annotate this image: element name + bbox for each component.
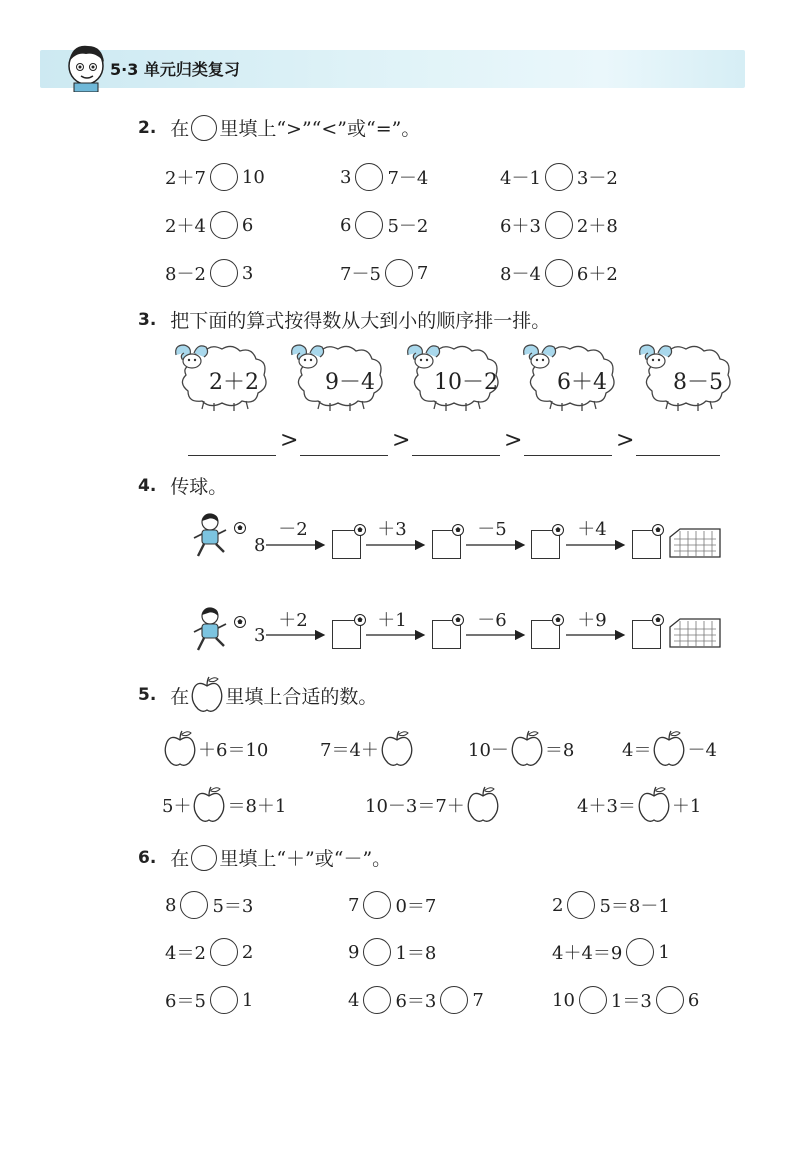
chain-operation: ＋2 (278, 610, 308, 631)
answer-circle[interactable] (567, 891, 595, 919)
q6-item: 2 5＝8－1 (552, 890, 670, 920)
chain-operation: －6 (477, 610, 507, 631)
answer-circle[interactable] (626, 938, 654, 966)
q2-item: 8－2 3 (165, 258, 253, 288)
circle-icon (191, 845, 217, 871)
q2-item: 2＋4 6 (165, 210, 253, 240)
answer-blank[interactable] (636, 455, 720, 456)
greater-than-sign: > (392, 428, 411, 453)
apple-answer-slot[interactable] (466, 786, 500, 824)
q6-item: 4 6＝3 7 (348, 985, 484, 1015)
q5-item: ＋6＝10 (162, 730, 268, 768)
goal-net-icon (668, 617, 724, 650)
answer-circle[interactable] (363, 986, 391, 1014)
apple-answer-slot[interactable] (192, 786, 226, 824)
greater-than-sign: > (504, 428, 523, 453)
q6-item: 9 1＝8 (348, 937, 436, 967)
answer-blank[interactable] (524, 455, 612, 456)
sheep-expression: 8－5 (673, 370, 723, 395)
answer-circle[interactable] (210, 259, 238, 287)
apple-icon (190, 676, 224, 714)
answer-circle[interactable] (355, 211, 383, 239)
q5-item: 10－ ＝8 (468, 730, 574, 768)
q6-title: 6. 在 里填上“＋”或“－”。 (138, 844, 391, 871)
q2-item: 6＋3 2＋8 (500, 210, 618, 240)
soccer-ball-icon (652, 524, 666, 538)
answer-blank[interactable] (188, 455, 276, 456)
answer-circle[interactable] (579, 986, 607, 1014)
arrow-icon (366, 539, 428, 551)
greater-than-sign: > (280, 428, 299, 453)
q6-item: 7 0＝7 (348, 890, 436, 920)
q2-item: 4－1 3－2 (500, 162, 618, 192)
apple-answer-slot[interactable] (510, 730, 544, 768)
chain-start-number: 3 (254, 625, 266, 646)
q4-title: 4. 传球。 (138, 475, 228, 498)
q2-number: 2. (138, 117, 157, 138)
q5-item: 7＝4＋ (320, 730, 415, 768)
player-icon (188, 606, 234, 656)
q6-item: 4＋4＝9 1 (552, 937, 670, 967)
sheep-expression: 9－4 (325, 370, 375, 395)
q6-item: 10 1＝3 6 (552, 985, 699, 1015)
arrow-icon (266, 629, 328, 641)
q5-item: 5＋ ＝8＋1 (162, 786, 286, 824)
arrow-icon (566, 629, 628, 641)
q5-item: 4＋3＝ ＋1 (577, 786, 701, 824)
answer-circle[interactable] (545, 259, 573, 287)
q6-item: 8 5＝3 (165, 890, 253, 920)
apple-answer-slot[interactable] (380, 730, 414, 768)
q5-item: 4＝ －4 (622, 730, 717, 768)
soccer-ball-icon (652, 614, 666, 628)
page-header-title: 5·3 单元归类复习 (110, 60, 240, 79)
apple-answer-slot[interactable] (652, 730, 686, 768)
answer-circle[interactable] (180, 891, 208, 919)
answer-circle[interactable] (545, 211, 573, 239)
player-icon (188, 512, 234, 562)
chain-operation: ＋4 (577, 519, 607, 540)
apple-answer-slot[interactable] (637, 786, 671, 824)
q5-title: 5. 在 里填上合适的数。 (138, 676, 377, 714)
answer-circle[interactable] (210, 163, 238, 191)
answer-blank[interactable] (300, 455, 388, 456)
answer-circle[interactable] (440, 986, 468, 1014)
q2-item: 7－5 7 (340, 258, 428, 288)
mascot-icon (62, 40, 110, 92)
chain-operation: ＋1 (377, 610, 407, 631)
q2-item: 2＋7 10 (165, 162, 265, 192)
answer-circle[interactable] (210, 211, 238, 239)
chain-operation: ＋9 (577, 610, 607, 631)
answer-circle[interactable] (210, 986, 238, 1014)
soccer-ball-icon (234, 522, 248, 536)
chain-operation: －2 (278, 519, 308, 540)
q6-item: 6＝5 1 (165, 985, 253, 1015)
answer-circle[interactable] (545, 163, 573, 191)
answer-blank[interactable] (412, 455, 500, 456)
sheep-expression: 2＋2 (209, 370, 259, 395)
arrow-icon (466, 539, 528, 551)
answer-circle[interactable] (210, 938, 238, 966)
soccer-ball-icon (234, 616, 248, 630)
q2-title: 2. 在 里填上“>”“<”或“=”。 (138, 114, 420, 141)
answer-circle[interactable] (385, 259, 413, 287)
q5-item: 10－3＝7＋ (365, 786, 501, 824)
q2-item: 6 5－2 (340, 210, 428, 240)
answer-circle[interactable] (355, 163, 383, 191)
apple-answer-slot[interactable] (163, 730, 197, 768)
q6-item: 4＝2 2 (165, 937, 253, 967)
arrow-icon (466, 629, 528, 641)
arrow-icon (366, 629, 428, 641)
q3-title: 3. 把下面的算式按得数从大到小的顺序排一排。 (138, 309, 551, 332)
q2-item: 3 7－4 (340, 162, 428, 192)
answer-circle[interactable] (656, 986, 684, 1014)
sheep-expression: 6＋4 (557, 370, 607, 395)
answer-circle[interactable] (363, 891, 391, 919)
answer-circle[interactable] (363, 938, 391, 966)
arrow-icon (266, 539, 328, 551)
chain-operation: －5 (477, 519, 507, 540)
q2-item: 8－4 6＋2 (500, 258, 618, 288)
circle-icon (191, 115, 217, 141)
chain-operation: ＋3 (377, 519, 407, 540)
chain-start-number: 8 (254, 535, 266, 556)
sheep-expression: 10－2 (434, 370, 498, 395)
greater-than-sign: > (616, 428, 635, 453)
arrow-icon (566, 539, 628, 551)
goal-net-icon (668, 527, 724, 560)
